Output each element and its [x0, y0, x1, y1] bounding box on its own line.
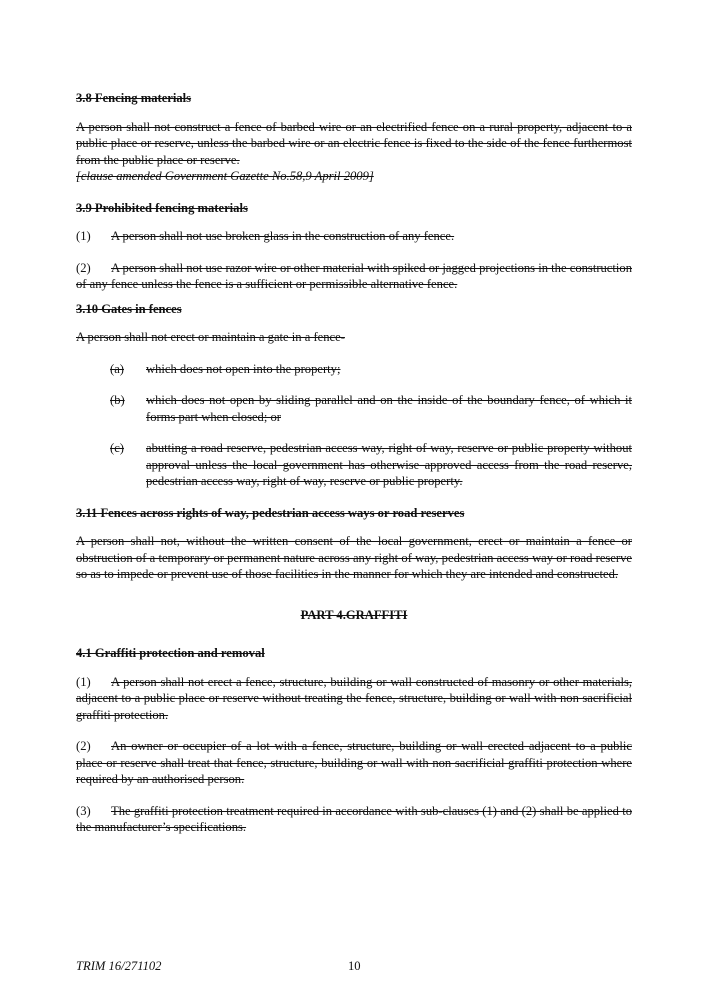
part-4-title: PART 4.GRAFFITI	[300, 607, 408, 622]
para-number: (2)	[76, 260, 91, 275]
list-item	[110, 361, 632, 378]
list-item-text: which does not open into the property;	[146, 361, 341, 376]
list-item-label: (a)	[110, 361, 124, 376]
list-item	[110, 440, 632, 490]
para-text: A person shall not use razor wire or other material with spiked or jagged projections in the construction of any fence unless the fence is a sufficient or permissible alternative fence.	[76, 260, 632, 291]
para-number: (3)	[76, 803, 91, 818]
list-item-label: (c)	[110, 441, 124, 455]
page-number: 10	[348, 959, 361, 973]
section-4-1-heading: 4.1 Graffiti protection and removal	[76, 646, 265, 660]
section-3-9-para-2	[76, 260, 632, 293]
section-3-11-body: A person shall not, without the written consent of the local government, erect or maintain a fence or obstruction of a temporary or permanent nature across any right of way, pedestrian access way or road reserve so as to impede or prevent use of those facilities in the manner for which they are intended and constructed.	[76, 534, 632, 581]
para-text: A person shall not erect a fence, structure, building or wall constructed of masonry or other materials, adjacent to a public place or reserve without treating the fence, structure, building or wall with non sacrificial graffiti protection.	[76, 674, 632, 722]
section-3-10-heading: 3.10 Gates in fences	[76, 301, 182, 316]
list-item	[110, 392, 632, 425]
para-number: (2)	[76, 739, 91, 753]
section-4-1-para-1	[76, 674, 632, 724]
section-3-10-intro: A person shall not erect or maintain a gate in a fence-	[76, 330, 345, 344]
section-3-11-heading: 3.11 Fences across rights of way, pedestrian access ways or road reserves	[76, 505, 465, 520]
document-page	[76, 90, 632, 851]
section-3-8-body	[76, 119, 632, 185]
trim-reference: TRIM 16/271102	[76, 959, 162, 973]
list-item-label: (b)	[110, 393, 125, 407]
para-number: (1)	[76, 229, 91, 243]
section-3-8-amendment-note: [clause amended Government Gazette No.58,9 April 2009]	[76, 169, 374, 183]
para-text: A person shall not use broken glass in the construction of any fence.	[111, 229, 455, 243]
list-item-text: which does not open by sliding parallel and on the inside of the boundary fence, of which it forms part when closed; or	[146, 393, 632, 424]
section-3-9-para-1	[76, 228, 632, 245]
section-3-9-heading: 3.9 Prohibited fencing materials	[76, 200, 248, 215]
list-item-text: abutting a road reserve, pedestrian access way, right of way, reserve or public property without approval unless the local government has otherwise approved access from the road reserve, pedestrian access way, right of way, reserve or public property.	[146, 441, 632, 488]
section-4-1-para-3	[76, 803, 632, 836]
section-3-8-text: A person shall not construct a fence of barbed wire or an electrified fence on a rural property, adjacent to a public place or reserve, unless the barbed wire or an electric fence is fixed to the side of the fence furthermost from the public place or reserve.	[76, 119, 632, 167]
section-4-1-para-2	[76, 738, 632, 788]
section-3-8-heading: 3.8 Fencing materials	[76, 91, 192, 105]
para-text: The graffiti protection treatment required in accordance with sub-clauses (1) and (2) shall be applied to the manufacturer’s specifications.	[76, 803, 632, 834]
para-number: (1)	[76, 674, 91, 689]
para-text: An owner or occupier of a lot with a fence, structure, building or wall erected adjacent to a public place or reserve shall treat that fence, structure, building or wall with non sacrificial graffiti protection where required by an authorised person.	[76, 739, 632, 786]
